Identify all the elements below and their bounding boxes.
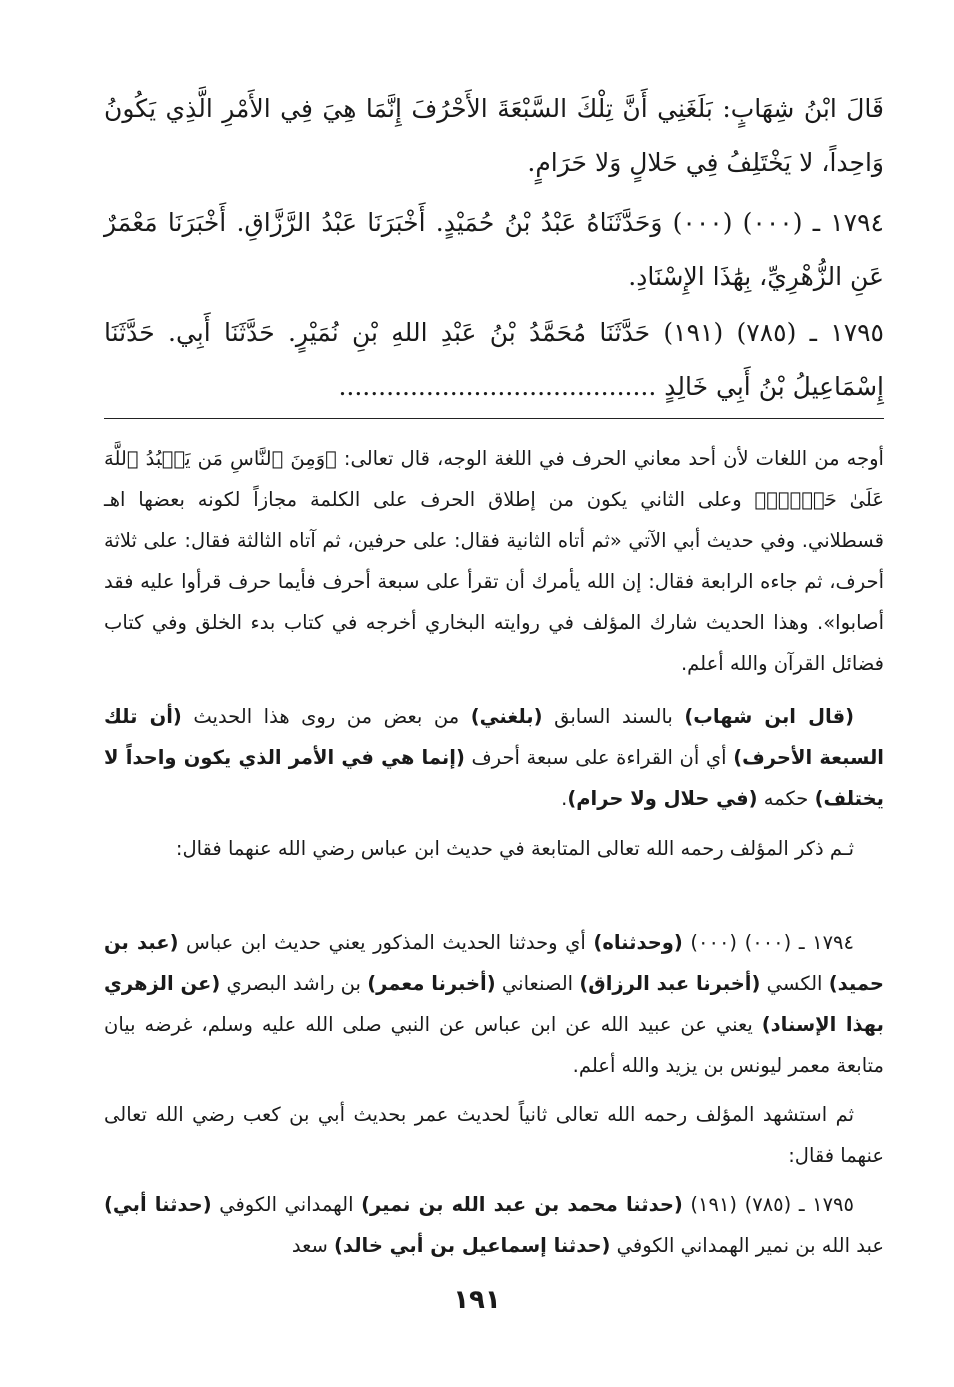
bold-quote: (أخبرنا عبد الرزاق) [579,972,761,995]
commentary-text: ١٧٩٤ ـ (٠٠٠) (٠٠٠) [682,931,855,954]
main-paragraph-2 [104,196,884,304]
commentary-text: أي وحدثنا الحديث المذكور يعني حديث ابن عباس [178,931,594,954]
commentary-text: عبد الله بن نمير الهمداني الكوفي [610,1234,884,1257]
bold-quote: (في حلال ولا حرام) [567,787,758,810]
main-text-3: ١٧٩٥ ـ (٧٨٥) (١٩١) حَدَّثَنَا مُحَمَّدُ بْنُ عَبْدِ اللهِ بْنِ نُمَيْرٍ. حَدَّثَنَا أَبِي. حَدَّثَنَا إِسْمَاعِيلُ بْنُ أَبِي خَالِدٍ ........................................ [104,318,884,401]
main-paragraph-1 [104,82,884,190]
commentary-paragraph-6 [104,1184,884,1266]
bold-quote: (بلغني) [470,705,543,728]
bold-quote: (عبد بن حميد) [104,931,884,995]
commentary-text: أوجه من اللغات لأن أحد معاني الحرف في اللغة الوجه، قال تعالى: [336,447,884,470]
bold-quote: (إنما هي في الأمر الذي يكون واحداً لا يختلف) [104,746,884,810]
commentary-text: بن راشد البصري [220,972,368,995]
bold-quote: (أخبرنا معمر) [367,972,496,995]
commentary-paragraph-2 [104,696,884,819]
commentary-text: ثم استشهد المؤلف رحمه الله تعالى ثانياً لحديث عمر بحديث أبي بن كعب رضي الله تعالى عنهما فقال: [104,1103,884,1167]
commentary-text: أي أن القراءة على سبعة أحرف [464,746,734,769]
commentary-paragraph-4 [104,922,884,1086]
bold-quote: (حدثنا أبي) [104,1193,212,1216]
commentary-text: . [561,787,568,810]
footnote-divider [104,418,884,419]
bold-quote: (أن تلك السبعة الأحرف) [104,705,884,769]
bold-quote: (عن الزهري بهذا الإسناد) [104,972,885,1036]
commentary-text: الكسي [760,972,829,995]
commentary-paragraph-1 [104,438,884,684]
commentary-text: بالسند السابق [542,705,685,728]
commentary-text: ١٧٩٥ ـ (٧٨٥) (١٩١) [682,1193,855,1216]
quran-verse: ﴿وَمِنَ ٱلنَّاسِ مَن يَعۡبُدُ ٱللَّهَ عَلَىٰ حَرۡفٖۖ﴾ [104,447,884,511]
commentary-text: الصنعاني [495,972,580,995]
page-number: ١٩١ [453,1285,501,1315]
main-paragraph-3 [104,306,884,414]
main-text-1: قَالَ ابْنُ شِهَابٍ: بَلَغَنِي أَنَّ تِلْكَ السَّبْعَةَ الأَحْرُفَ إِنَّمَا هِيَ فِي الأَمْرِ الَّذِي يَكُونُ وَاحِداً، لا يَخْتَلِفُ فِي حَلالٍ وَلا حَرَامٍ. [104,94,884,177]
commentary-text: وعلى الثاني يكون من إطلاق الحرف على الكلمة مجازاً لكونه بعضها اهـ قسطلاني. وفي حديث أبي الآتي «ثم أتاه الثانية فقال: على حرفين، ثم آتاه الثالثة فقال: على ثلاثة أحرف، ثم جاءه الرابعة فقال: إن الله يأمرك أن تقرأ على سبعة أحرف فأيما حرف قرأوا عليه فقد أصابوا». وهذا الحديث شارك المؤلف في روايته البخاري أخرجه في كتاب بدء الخلق وفي كتاب فضائل القرآن والله أعلم. [104,488,884,675]
commentary-text: يعني عن عبيد الله عن ابن عباس عن النبي صلى الله عليه وسلم، غرضه بيان متابعة معمر ليونس بن يزيد والله أعلم. [104,1013,884,1077]
commentary-paragraph-5 [104,1094,884,1176]
commentary-paragraph-3 [104,828,884,869]
commentary-text: من بعض من روى هذا الحديث [181,705,471,728]
bold-quote: (حدثنا محمد بن عبد الله بن نمير) [361,1193,683,1216]
bold-quote: (حدثنا إسماعيل بن أبي خالد) [334,1234,611,1257]
commentary-text: الهمداني الكوفي [211,1193,362,1216]
bold-quote: (وحدثناه) [593,931,683,954]
commentary-text: ثـم ذكر المؤلف رحمه الله تعالى المتابعة في حديث ابن عباس رضي الله عنهما فقال: [175,837,854,860]
main-text-2: ١٧٩٤ ـ (٠٠٠) (٠٠٠) وَحَدَّثَنَاهُ عَبْدُ بْنُ حُمَيْدٍ. أَخْبَرَنَا عَبْدُ الرَّزَّاقِ. أَخْبَرَنَا مَعْمَرٌ عَنِ الزُّهْرِيِّ، بِهَٰذَا الإِسْنَادِ. [104,208,884,291]
bold-quote: (قال ابن شهاب) [684,705,855,728]
commentary-text: سعد [291,1234,335,1257]
commentary-text: حكمه [757,787,815,810]
